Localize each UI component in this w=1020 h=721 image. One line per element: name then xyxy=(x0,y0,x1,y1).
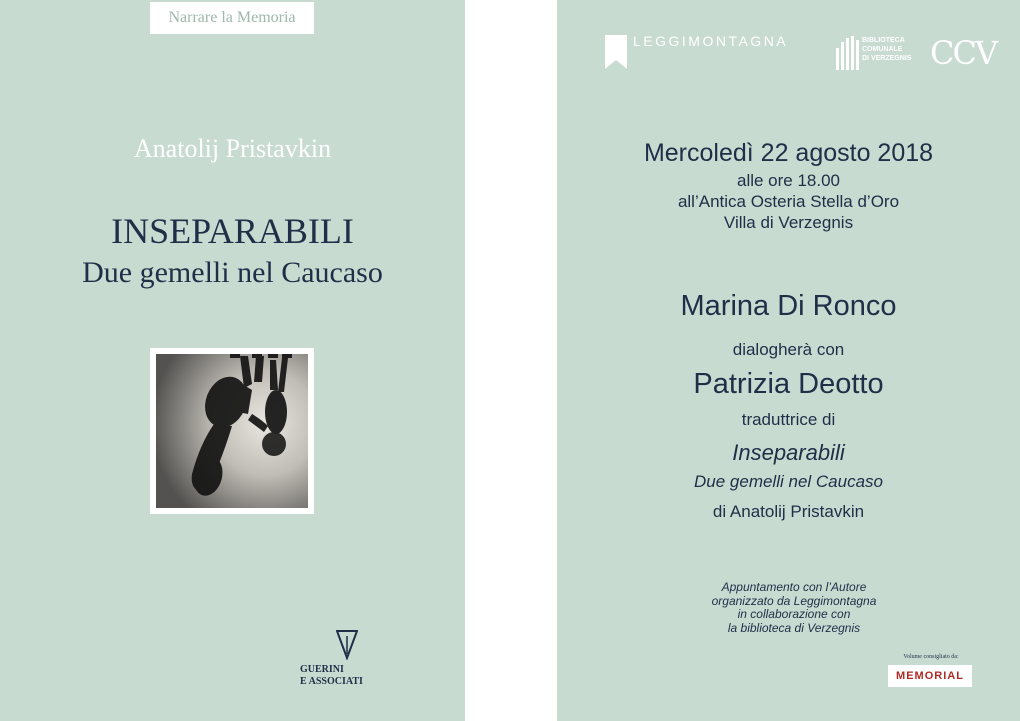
cover-author: Anatolij Pristavkin xyxy=(133,134,332,163)
biblioteca-logo-line: COMUNALE xyxy=(862,46,903,53)
cover-photo-frame xyxy=(150,348,314,514)
publisher-name-line: E ASSOCIATI xyxy=(300,676,363,687)
organizer-note-line: Appuntamento con l’Autore xyxy=(721,580,867,594)
biblioteca-bars-icon xyxy=(836,36,860,75)
ccv-logo: CCV xyxy=(930,34,997,72)
leggimontagna-logo: LEGGIMONTAGNA xyxy=(633,33,789,49)
memorial-logo: MEMORIAL xyxy=(888,665,972,687)
publisher-name xyxy=(300,664,410,688)
organizer-note-line: la biblioteca di Verzegnis xyxy=(727,620,861,635)
recommended-label: Volume consigliato da: xyxy=(903,654,959,660)
speaker-name: Marina Di Ronco xyxy=(680,290,897,322)
biblioteca-logo-line: BIBLIOTECA xyxy=(862,37,905,44)
book-title: Inseparabili xyxy=(732,440,845,465)
leggimontagna-flag-icon xyxy=(604,34,628,70)
translator-line: traduttrice di xyxy=(741,410,836,429)
guest-name: Patrizia Deotto xyxy=(693,368,884,400)
organizer-note xyxy=(680,581,908,635)
book-subtitle: Due gemelli nel Caucaso xyxy=(694,472,883,491)
event-date: Mercoledì 22 agosto 2018 xyxy=(643,139,934,167)
cover-title: INSEPARABILI xyxy=(111,211,354,251)
organizer-note-line: in collaborazione con xyxy=(737,607,851,621)
biblioteca-logo-line: DI VERZEGNIS xyxy=(862,55,912,62)
cover-photo xyxy=(156,354,308,508)
event-venue: all’Antica Osteria Stella d’Oro xyxy=(677,192,900,211)
book-author: di Anatolij Pristavkin xyxy=(712,502,865,521)
cover-subtitle: Due gemelli nel Caucaso xyxy=(82,256,383,289)
organizer-note-line: organizzato da Leggimontagna xyxy=(711,593,877,608)
biblioteca-logo xyxy=(862,36,911,63)
publisher-logo-icon xyxy=(327,630,367,665)
event-time: alle ore 18.00 xyxy=(736,171,841,190)
event-town: Villa di Verzegnis xyxy=(723,213,854,232)
series-label: Narrare la Memoria xyxy=(150,2,314,34)
event-details xyxy=(557,170,1020,233)
publisher-name-line: GUERINI xyxy=(300,664,344,675)
dialogue-line: dialogherà con xyxy=(732,340,845,359)
